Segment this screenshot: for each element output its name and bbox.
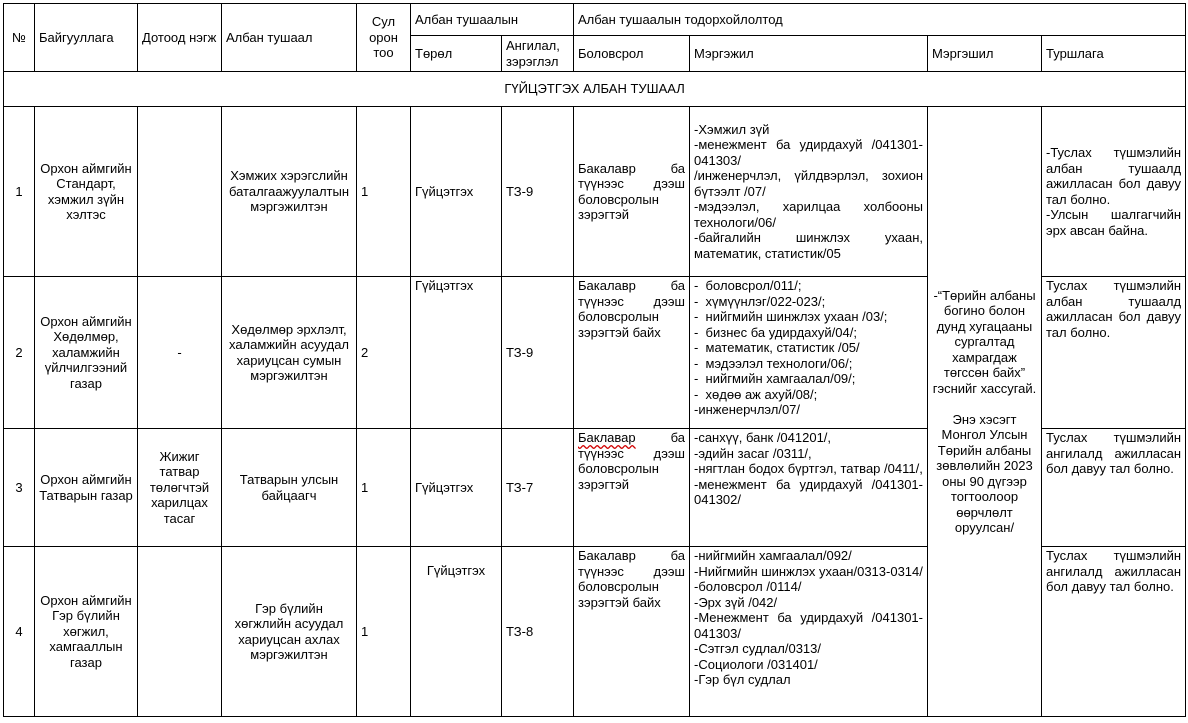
education-cell xyxy=(574,429,690,547)
position-cell: Татварын улсын байцаагч xyxy=(222,429,357,547)
education-cell: Бакалавр ба түүнээс дээш боловсролын зэрэгтэй xyxy=(574,107,690,277)
position-cell: Хэмжих хэрэгслийн баталгаажуулалтын мэргэжилтэн xyxy=(222,107,357,277)
profession-item: - мэдээлэл технологи/06/; xyxy=(694,355,853,371)
profession-cell: -Хэмжил зүй -менежмент ба удирдахуй /041301-041303/ /инженерчлэл, үйлдвэрлэл, зохион бүтээлт /07/ -мэдээлэл, харилцаа холбооны технологи/06/ -байгалийн шинжлэх ухаан, математик, статистик/05 xyxy=(690,107,928,277)
class-cell: ТЗ-9 xyxy=(502,107,574,277)
type-cell: Гүйцэтгэх xyxy=(411,107,502,277)
experience-cell: Туслах түшмэлийн ангилалд ажилласан бол давуу тал болно. xyxy=(1042,429,1186,547)
profession-cell: -нийгмийн хамгаалал/092/ -Нийгмийн шинжлэх ухаан/0313-0314/ -боловсрол /0114/ -Эрх зүй /042/ -Менежмент ба удирдахуй /041301-041303/ -Сэтгэл судлал/0313/ -Социологи /031401/ -Гэр бүл судлал xyxy=(690,547,928,717)
row-number: 2 xyxy=(4,277,35,429)
misspelled-word: Баклавар xyxy=(578,430,636,445)
header-no: № xyxy=(4,4,35,72)
header-skill: Мэргэшил xyxy=(928,36,1042,72)
vacancies-cell: 1 xyxy=(357,107,411,277)
vacancies-cell: 1 xyxy=(357,547,411,717)
education-cell: Бакалавр ба түүнээс дээш боловсролын зэрэгтэй байх xyxy=(574,277,690,429)
header-row-1 xyxy=(4,4,1186,36)
profession-item: -инженерчлэл/07/ xyxy=(694,402,801,417)
organization-cell: Орхон аймгийн Стандарт, хэмжил зүйн хэлтэс xyxy=(35,107,138,277)
position-cell: Хөдөлмөр эрхлэлт, халамжийн асуудал хариуцсан сумын мэргэжилтэн xyxy=(222,277,357,429)
type-cell: Гүйцэтгэх xyxy=(411,429,502,547)
profession-item: - боловсрол/011/; xyxy=(694,278,802,293)
header-experience: Туршлага xyxy=(1042,36,1186,72)
header-unit: Дотоод нэгж xyxy=(138,4,222,72)
education-rest: ба түүнээс дээш боловсролын зэрэгтэй xyxy=(578,430,685,492)
experience-cell: -Туслах түшмэлийн албан тушаалд ажилласан бол давуу тал болно. -Улсын шалгагчийн эрх авсан байна. xyxy=(1042,107,1186,277)
header-organization: Байгууллага xyxy=(35,4,138,72)
header-requirements-group: Албан тушаалын тодорхойлолтод xyxy=(574,4,1186,36)
class-cell: ТЗ-9 xyxy=(502,277,574,429)
profession-item: - математик, статистик /05/ xyxy=(694,340,860,355)
organization-cell: Орхон аймгийн Татварын газар xyxy=(35,429,138,547)
unit-cell xyxy=(138,107,222,277)
profession-item: - нийгмийн хамгаалал/09/; xyxy=(694,371,856,386)
type-cell: Гүйцэтгэх xyxy=(411,547,502,717)
skill-cell: -“Төрийн албаны богино болон дунд хугацааны сургалтад хамрагдаж төгссөн байх” гэснийг хассугай. Энэ хэсэгт Монгол Улсын Төрийн албаны зөвлөлийн 2023 оны 90 дүгээр тогтоолоор өөрчлөлт оруулсан/ xyxy=(928,107,1042,717)
experience-cell: Туслах түшмэлийн албан тушаалд ажилласан бол давуу тал болно. xyxy=(1042,277,1186,429)
position-cell: Гэр бүлийн хөгжлийн асуудал хариуцсан ахлах мэргэжилтэн xyxy=(222,547,357,717)
organization-cell: Орхон аймгийн Гэр бүлийн хөгжил, хамгааллын газар xyxy=(35,547,138,717)
vacancies-cell: 1 xyxy=(357,429,411,547)
unit-cell: - xyxy=(138,277,222,429)
header-class: Ангилал, зэрэглэл xyxy=(502,36,574,72)
profession-item: - бизнес ба удирдахуй/04/; xyxy=(694,324,857,340)
header-education: Боловсрол xyxy=(574,36,690,72)
profession-item: - хүмүүнлэг/022-023/; xyxy=(694,293,826,309)
table-row xyxy=(4,107,1186,277)
type-cell: Гүйцэтгэх xyxy=(411,277,502,429)
unit-cell: Жижиг татвар төлөгчтэй харилцах тасаг xyxy=(138,429,222,547)
profession-item: - нийгмийн шинжлэх ухаан /03/; xyxy=(694,309,888,324)
section-row xyxy=(4,72,1186,107)
profession-cell xyxy=(690,277,928,429)
section-title: ГҮЙЦЭТГЭХ АЛБАН ТУШААЛ xyxy=(4,72,1186,107)
profession-item: - хөдөө аж ахуй/08/; xyxy=(694,386,818,402)
header-position-group: Албан тушаалын xyxy=(411,4,574,36)
row-number: 3 xyxy=(4,429,35,547)
row-number: 4 xyxy=(4,547,35,717)
organization-cell: Орхон аймгийн Хөдөлмөр, халамжийн үйлчилгээний газар xyxy=(35,277,138,429)
header-vacancies: Сул орон тоо xyxy=(357,4,411,72)
vacancies-cell: 2 xyxy=(357,277,411,429)
class-cell: ТЗ-8 xyxy=(502,547,574,717)
education-cell: Бакалавр ба түүнээс дээш боловсролын зэрэгтэй байх xyxy=(574,547,690,717)
experience-cell: Туслах түшмэлийн ангилалд ажилласан бол давуу тал болно. xyxy=(1042,547,1186,717)
profession-cell: -санхүү, банк /041201/, -эдийн засаг /0311/, -нягтлан бодох бүртгэл, татвар /0411/, -менежмент ба удирдахуй /041301-041302/ xyxy=(690,429,928,547)
class-cell: ТЗ-7 xyxy=(502,429,574,547)
unit-cell xyxy=(138,547,222,717)
vacancy-table xyxy=(3,3,1186,717)
header-position: Албан тушаал xyxy=(222,4,357,72)
row-number: 1 xyxy=(4,107,35,277)
header-type: Төрөл xyxy=(411,36,502,72)
header-profession: Мэргэжил xyxy=(690,36,928,72)
